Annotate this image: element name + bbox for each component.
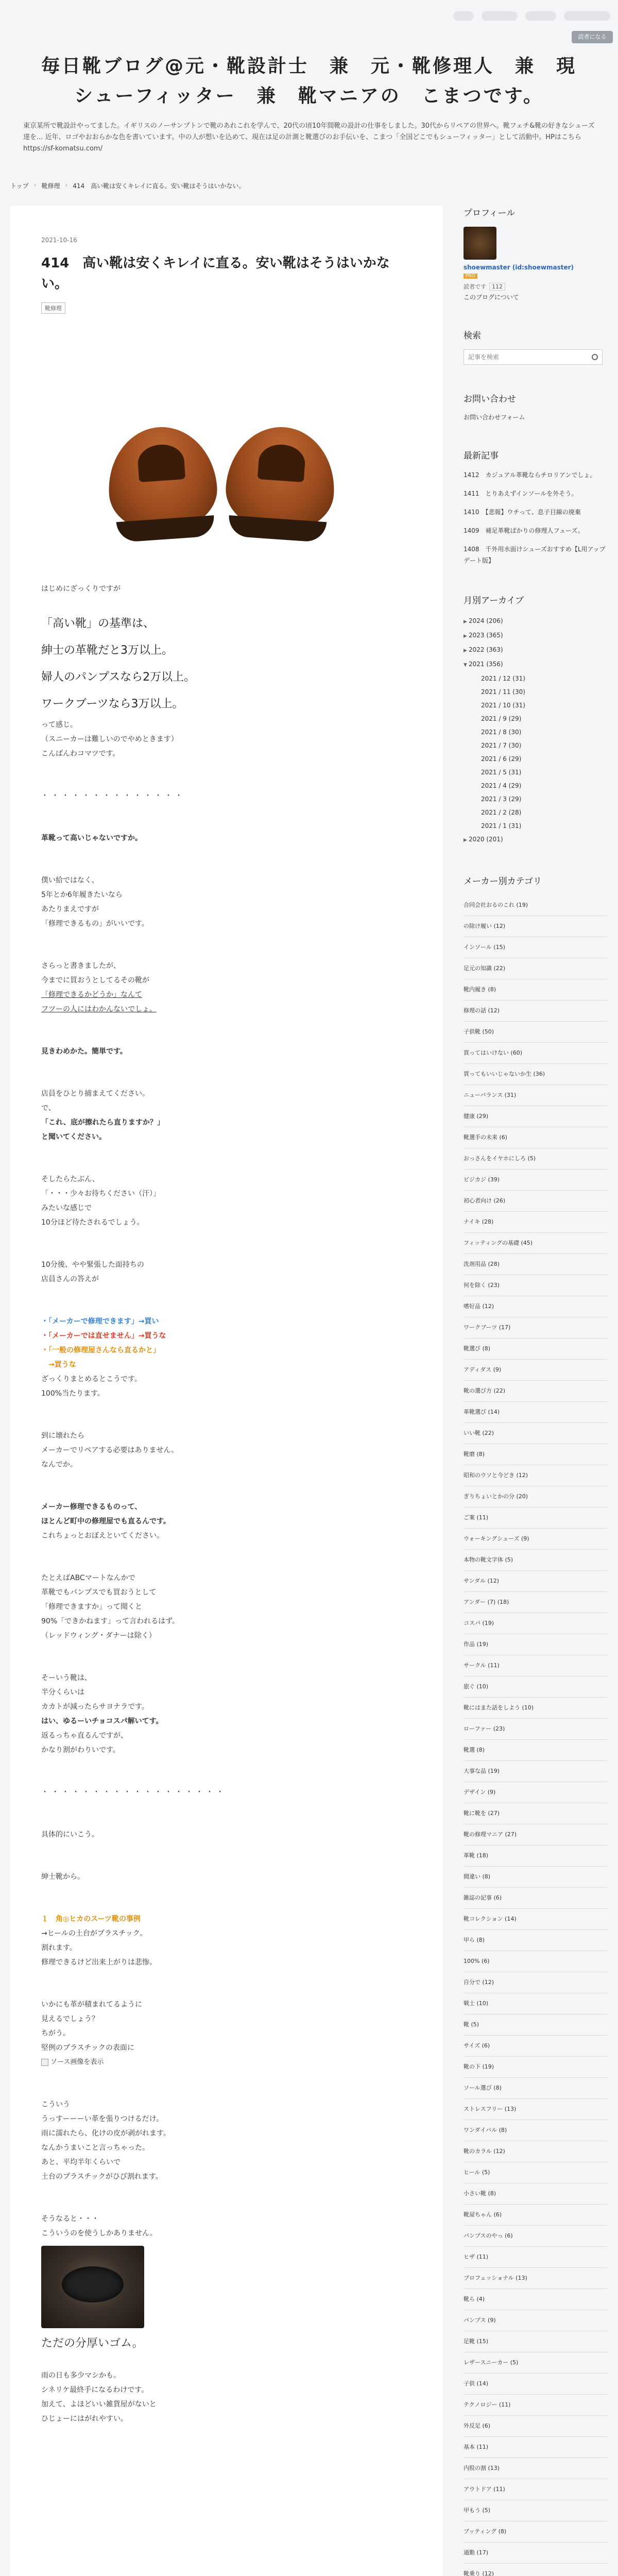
recent-entry-link[interactable]: 1410 【悲報】ウチって、息子目線の廃棄: [464, 509, 581, 516]
archive-label: 2021 / 10 (31): [481, 702, 525, 709]
category-link[interactable]: 雑誌の記事 (6): [464, 1888, 608, 1909]
triangle-right-icon[interactable]: ▶: [464, 634, 467, 639]
category-link[interactable]: 靴の下 (19): [464, 2057, 608, 2078]
category-link[interactable]: ソール選び (8): [464, 2078, 608, 2099]
archive-month-link[interactable]: [464, 792, 608, 806]
category-link[interactable]: 作品 (19): [464, 1634, 608, 1655]
category-link[interactable]: 外反足 (6): [464, 2416, 608, 2437]
category-link[interactable]: 革靴選び (14): [464, 1402, 608, 1423]
paragraph: 雨に濡れたら、化けの皮が剥がれます。: [41, 2129, 170, 2138]
category-link[interactable]: レザースニーカー (5): [464, 2352, 608, 2374]
readers-label[interactable]: 読者です: [464, 283, 486, 290]
category-link[interactable]: ニューバランス (31): [464, 1085, 608, 1106]
global-nav-placeholder[interactable]: [525, 11, 556, 21]
category-link[interactable]: 小さい靴 (8): [464, 2183, 608, 2205]
paragraph: こういう: [41, 2100, 70, 2109]
category-link[interactable]: 100% (6): [464, 1951, 608, 1972]
paragraph: って感じ。: [41, 721, 77, 729]
case-heading: １ 角◎ヒカのスーツ靴の事例: [41, 1915, 141, 1923]
global-nav-placeholder[interactable]: [564, 11, 610, 21]
paragraph: （レッドウィング・ダナーは除く）: [41, 1632, 156, 1640]
underlined-text: 「修理できるかどうか」なんて: [41, 991, 142, 999]
archive-label: 2021 / 7 (30): [481, 742, 522, 749]
category-link[interactable]: ストレスフリー (13): [464, 2099, 608, 2120]
paragraph: 具体的にいこう。: [41, 1831, 99, 1839]
search-module: [464, 328, 608, 365]
category-link[interactable]: アウトドア (11): [464, 2479, 608, 2500]
paragraph: そーいう靴は、: [41, 1674, 92, 1682]
paragraph: 到に壊れたら: [41, 1432, 84, 1440]
category-link[interactable]: おっさんをイヤホにしろ (5): [464, 1148, 608, 1170]
category-link[interactable]: 靴の修理マニア (27): [464, 1824, 608, 1845]
article-category-tag[interactable]: 靴修理: [41, 302, 65, 314]
category-link[interactable]: 靴ら (4): [464, 2289, 608, 2310]
paragraph: 見えるでしょう？: [41, 2015, 99, 2023]
archive-month-link[interactable]: [464, 819, 608, 833]
paragraph: ひじょーにはがれやすい。: [41, 2415, 128, 2423]
answer-dont-buy-repair-shop-2: →買うな: [41, 1361, 76, 1369]
global-nav-placeholder[interactable]: [453, 11, 474, 21]
triangle-down-icon[interactable]: ▼: [464, 663, 467, 668]
blog-description: 東京某所で靴設計やってました。イギリスのノーサンプトンで靴のあれこれを学んで、20代の頃10年間靴の設計の仕事をしました。30代からリペアの世界へ。靴フェチ&靴の好きなシューズ達を... 近年、ロゴやおおらかな色を書いています。中の人が想いを込めて、現在は足の計測と靴選びのお手伝いを、こまつ「全国どこでもシューフィッター」として活動中。HPはこちらhttps://sf-komatsu.com/: [23, 122, 595, 152]
article-hero-shoes-image: [103, 391, 340, 561]
paragraph: そしたらたぶん、: [41, 1175, 99, 1183]
article: [10, 206, 443, 2576]
sidebar: [464, 206, 608, 2576]
archive-label: 2021 / 2 (28): [481, 809, 522, 816]
large-text: ワークブーツなら3万以上。: [41, 698, 184, 710]
contact-heading: お問い合わせ: [464, 394, 516, 404]
archive-year-link[interactable]: [464, 614, 608, 629]
paragraph: あと、平均半年くらいで: [41, 2158, 121, 2166]
category-link[interactable]: 修理の話 (12): [464, 1001, 608, 1022]
category-link[interactable]: 戦士 (10): [464, 1993, 608, 2014]
paragraph: 雨の日も多少マシかも。: [41, 2371, 121, 2380]
paragraph: 10分ほど待たされるでしょう。: [41, 1218, 144, 1227]
category-link[interactable]: ヒール (5): [464, 2162, 608, 2183]
about-blog-link[interactable]: このブログについて: [464, 294, 519, 301]
category-link[interactable]: ワンダイバル (8): [464, 2120, 608, 2141]
shoe-right-illustration: [223, 423, 338, 534]
category-link[interactable]: 靴乗り (12): [464, 2564, 608, 2576]
article-body: [41, 582, 412, 2426]
paragraph: あたりまえですが: [41, 905, 99, 913]
archive-year-link[interactable]: [464, 643, 608, 657]
triangle-right-icon[interactable]: ▶: [464, 619, 467, 624]
paragraph: 「修理できるもの」がいいです。: [41, 920, 149, 928]
category-link[interactable]: 間違い (8): [464, 1867, 608, 1888]
archive-label: 2023 (365): [469, 632, 503, 639]
category-link[interactable]: サンダル (12): [464, 1571, 608, 1592]
breadcrumb-separator: ›: [33, 181, 37, 189]
archive-label: 2022 (363): [469, 646, 503, 653]
large-text: 婦人のパンプスなら2万以上。: [41, 671, 196, 684]
category-link[interactable]: 内股の割 (13): [464, 2458, 608, 2479]
breadcrumb: [10, 181, 608, 190]
category-link[interactable]: テクノロジー (11): [464, 2395, 608, 2416]
category-link[interactable]: ご案 (11): [464, 1507, 608, 1529]
archive-year-link[interactable]: [464, 629, 608, 643]
category-link[interactable]: 靴選手の未来 (6): [464, 1127, 608, 1148]
article-date[interactable]: 2021-10-16: [41, 236, 77, 244]
archive-month-link[interactable]: [464, 752, 608, 766]
underlined-text: フツーの人にはわかんないでしょ。: [41, 1005, 157, 1013]
archive-label: 2021 / 12 (31): [481, 675, 525, 682]
category-heading: メーカー別カテゴリ: [464, 876, 542, 887]
readers-count: 112: [489, 283, 505, 291]
archive-label: 2021 / 4 (29): [481, 782, 522, 789]
category-link[interactable]: 子供 (14): [464, 2374, 608, 2395]
triangle-right-icon[interactable]: ▶: [464, 648, 467, 653]
search-input[interactable]: [468, 353, 592, 361]
paragraph: 「・・・少々お待ちください（汗）」: [41, 1190, 160, 1198]
paragraph: 修理できるけど出来上がりは悲惨。: [41, 1958, 157, 1967]
paragraph: 店員をひとり捕まえてください。: [41, 1090, 149, 1098]
category-link[interactable]: アディダス (9): [464, 1360, 608, 1381]
archive-label: 2021 / 1 (31): [481, 822, 522, 829]
category-list: [464, 895, 608, 2576]
rubber-sole-image: [41, 2246, 144, 2328]
archive-module: [464, 593, 608, 847]
global-nav-placeholder[interactable]: [482, 11, 518, 21]
recent-entry-link[interactable]: 1412 カジュアル革靴ならチロリアンでしょ。: [464, 471, 596, 479]
category-link[interactable]: アンダー (7) (18): [464, 1592, 608, 1613]
archive-month-link[interactable]: [464, 766, 608, 779]
archive-label: 2021 / 6 (29): [481, 755, 522, 762]
breadcrumb-category-link[interactable]: 靴修理: [41, 182, 60, 190]
category-link[interactable]: 昭和のウソと今どき (12): [464, 1465, 608, 1486]
paragraph: いかにも革が積まれてるように: [41, 2001, 142, 2009]
category-link[interactable]: 自分で (12): [464, 1972, 608, 1993]
category-link[interactable]: ヒザ (11): [464, 2247, 608, 2268]
category-link[interactable]: 合同会社おるのこれ (19): [464, 895, 608, 916]
category-link[interactable]: 靴の選び方 (22): [464, 1381, 608, 1402]
category-link[interactable]: の除け履い (12): [464, 916, 608, 937]
category-link[interactable]: 大事な品 (19): [464, 1761, 608, 1782]
category-link[interactable]: デザイン (9): [464, 1782, 608, 1803]
category-link[interactable]: 何を除く (23): [464, 1275, 608, 1296]
category-link[interactable]: 甲ら (8): [464, 1930, 608, 1951]
breadcrumb-separator: ›: [65, 181, 68, 189]
category-link[interactable]: 靴にはまた話をしよう (10): [464, 1698, 608, 1719]
archive-month-link[interactable]: [464, 779, 608, 792]
paragraph: 「修理できますか」って聞くと: [41, 1603, 142, 1611]
archive-month-link[interactable]: [464, 806, 608, 819]
answer-dont-buy-repair-shop: ・「一般の修理屋さんなら直るかと」: [41, 1346, 160, 1354]
archive-month-link[interactable]: [464, 672, 608, 685]
category-link[interactable]: インソール (15): [464, 937, 608, 958]
archive-label: 2024 (206): [469, 617, 503, 624]
archive-month-link[interactable]: [464, 685, 608, 699]
large-text: 紳士の革靴だと3万以上。: [41, 644, 173, 657]
archive-heading: 月別アーカイブ: [464, 596, 524, 606]
category-link[interactable]: 甲もう (5): [464, 2500, 608, 2521]
username-link[interactable]: shoewmaster (id:shoewmaster): [464, 264, 574, 271]
archive-label: 2020 (201): [469, 836, 503, 843]
blog-title[interactable]: 毎日靴ブログ@元・靴設計士 兼 元・靴修理人 兼 現シューフィッター 兼 靴マニアの こまつです。: [41, 56, 577, 107]
archive-label: 2021 / 11 (30): [481, 688, 525, 696]
dot-divider: ・・・・・・・・・・・・・・: [41, 792, 185, 800]
category-link[interactable]: 通勤 (17): [464, 2543, 608, 2564]
paragraph: 僕い給ではなく、: [41, 876, 99, 885]
answer-dont-buy: ・「メーカーでは直せません」→買うな: [41, 1332, 166, 1340]
large-text: 「高い靴」の基準は、: [41, 617, 155, 630]
paragraph: なんかうまいこと言っちゃった。: [41, 2144, 149, 2152]
category-link[interactable]: 革靴 (18): [464, 1845, 608, 1867]
category-link[interactable]: 本物の靴文字体 (5): [464, 1550, 608, 1571]
paragraph: 100%当たります。: [41, 1389, 105, 1398]
category-link[interactable]: 健康 (29): [464, 1106, 608, 1127]
category-module: [464, 874, 608, 2576]
paragraph: うっすーーーい革を張りつけるだけ。: [41, 2115, 164, 2123]
category-link[interactable]: 買ってはいけない (60): [464, 1043, 608, 1064]
broken-image-icon: [41, 2059, 48, 2066]
breadcrumb-current: 414 高い靴は安くキレイに直る。安い靴はそうはいかない。: [73, 182, 245, 190]
paragraph: ざっくりまとめるとこうです。: [41, 1375, 142, 1383]
category-link[interactable]: サークル (11): [464, 1655, 608, 1676]
paragraph: たとえばABCマートなんかで: [41, 1574, 135, 1582]
paragraph: 10分後、やや緊張した面持ちの: [41, 1261, 144, 1269]
paragraph: みたいな感じで: [41, 1204, 92, 1212]
paragraph: 返るっちゃ直るんですが、: [41, 1732, 128, 1740]
shoe-left-illustration: [105, 423, 219, 534]
triangle-right-icon[interactable]: ▶: [464, 838, 467, 843]
category-link[interactable]: パンプス (9): [464, 2310, 608, 2331]
breadcrumb-top-link[interactable]: トップ: [10, 182, 29, 190]
broken-image: [41, 2055, 412, 2070]
bold-text: と聞いてください。: [41, 1133, 106, 1141]
paragraph: 土台のプラスチックがひび割れます。: [41, 2173, 163, 2181]
bold-text: メーカー修理できるものって、: [41, 1503, 142, 1511]
paragraph: さらっと書きましたが、: [41, 962, 121, 970]
category-link[interactable]: ぎりちょいとかの分 (20): [464, 1486, 608, 1507]
archive-year-link[interactable]: [464, 657, 608, 672]
subscribe-button[interactable]: 読者になる: [572, 31, 613, 43]
search-box[interactable]: [464, 349, 603, 365]
bold-text: 見きわめかた。簡単です。: [41, 1047, 127, 1056]
category-link[interactable]: 靴 (5): [464, 2014, 608, 2036]
bold-text: 「これ、底が擦れたら直りますか？」: [41, 1118, 164, 1127]
category-link[interactable]: ナイキ (28): [464, 1212, 608, 1233]
profile-module: [464, 206, 608, 301]
archive-label: 2021 / 3 (29): [481, 795, 522, 803]
paragraph: 紳士靴から。: [41, 1873, 84, 1881]
contact-module: [464, 392, 608, 421]
archive-month-link[interactable]: [464, 739, 608, 752]
category-link[interactable]: ブッティング (8): [464, 2521, 608, 2543]
category-link[interactable]: ワークブーツ (17): [464, 1317, 608, 1338]
category-link[interactable]: フィッティングの基礎 (45): [464, 1233, 608, 1254]
archive-label: 2021 / 8 (30): [481, 728, 522, 736]
paragraph: メーカーでリペアする必要はありません。: [41, 1446, 179, 1454]
recent-entry-link[interactable]: 1411 とりあえずインソールを外そう。: [464, 490, 578, 497]
paragraph: 店員さんの答えが: [41, 1275, 99, 1283]
search-heading: 検索: [464, 331, 481, 341]
article-title[interactable]: 414 高い靴は安くキレイに直る。安い靴はそうはいかない。: [41, 256, 390, 292]
category-link[interactable]: 靴のカラル (12): [464, 2141, 608, 2162]
bold-text: はい、ゆるーいチョコスパ解いてす。: [41, 1717, 163, 1725]
category-link[interactable]: ビジカジ (39): [464, 1170, 608, 1191]
archive-month-link[interactable]: [464, 699, 608, 712]
category-link[interactable]: いい靴 (22): [464, 1423, 608, 1444]
paragraph: 90%「できかねます」って言われるはず。: [41, 1617, 179, 1625]
category-link[interactable]: 靴コレクション (14): [464, 1909, 608, 1930]
category-link[interactable]: 足元の知識 (22): [464, 958, 608, 979]
category-link[interactable]: 靴内履き (8): [464, 979, 608, 1001]
paragraph: （スニーカーは難しいのでやめときます）: [41, 735, 178, 743]
archive-list: [464, 614, 608, 847]
paragraph: 加えて、よほどいい雑貨屋がないと: [41, 2400, 157, 2409]
category-link[interactable]: 基本 (11): [464, 2437, 608, 2458]
paragraph: 5年とか6年履きたいなら: [41, 891, 123, 899]
archive-label: 2021 (356): [469, 660, 503, 668]
recent-entries-module: [464, 448, 608, 566]
avatar[interactable]: [464, 227, 496, 260]
category-link[interactable]: パンプスのやっ (6): [464, 2226, 608, 2247]
archive-year-link[interactable]: [464, 833, 608, 847]
paragraph: 半分くらいは: [41, 1688, 84, 1697]
archive-label: 2021 / 5 (31): [481, 769, 522, 776]
category-link[interactable]: 靴選び (8): [464, 1338, 608, 1360]
paragraph: これちょっとおぼえといてください。: [41, 1532, 164, 1540]
category-link[interactable]: 子供靴 (50): [464, 1022, 608, 1043]
recent-list: [464, 469, 608, 566]
archive-month-link[interactable]: [464, 712, 608, 725]
paragraph: 堅例のプラスチックの表面に: [41, 2044, 134, 2052]
paragraph: こんばんわコマツです。: [41, 750, 120, 758]
category-link[interactable]: 靴選 (8): [464, 1740, 608, 1761]
paragraph: なんでか。: [41, 1461, 77, 1469]
paragraph: で、: [41, 1104, 56, 1112]
pro-badge: PRO: [464, 274, 477, 279]
category-link[interactable]: 買ってもいいじゃないか生 (36): [464, 1064, 608, 1085]
category-link[interactable]: プロフェッショナル (13): [464, 2268, 608, 2289]
archive-month-link[interactable]: [464, 725, 608, 739]
answer-buy: ・「メーカーで修理できます」→買い: [41, 1317, 159, 1326]
paragraph: →ヒールの土台がプラスチック。: [41, 1929, 147, 1938]
dot-divider: ・・・・・・・・・・・・・・・・・・: [41, 1788, 227, 1797]
category-link[interactable]: 旅ぐ (10): [464, 1676, 608, 1698]
readers-row: [464, 282, 608, 291]
category-link[interactable]: 嗜好品 (12): [464, 1296, 608, 1317]
paragraph: はじめにざっくりですが: [41, 585, 121, 593]
contact-form-link[interactable]: お問い合わせフォーム: [464, 414, 525, 421]
category-link[interactable]: 初心者向け (26): [464, 1191, 608, 1212]
recent-entry-link[interactable]: 1409 補足革靴ばかりの修理人フューズ。: [464, 527, 584, 534]
category-link[interactable]: 足靴 (15): [464, 2331, 608, 2352]
paragraph: そうなると・・・: [41, 2215, 99, 2223]
paragraph: 割れます。: [41, 1944, 77, 1952]
category-link[interactable]: ローファー (23): [464, 1719, 608, 1740]
recent-heading: 最新記事: [464, 451, 499, 461]
paragraph: ちがう。: [41, 2029, 70, 2038]
category-link[interactable]: コスパ (19): [464, 1613, 608, 1634]
paragraph: シネリケ最終手になるわけです。: [41, 2386, 149, 2394]
paragraph: 革靴でもパンプスでも買おうとして: [41, 1588, 157, 1597]
paragraph: かなり割がわりいです。: [41, 1746, 120, 1754]
archive-label: 2021 / 9 (29): [481, 715, 522, 722]
category-link[interactable]: サイズ (6): [464, 2036, 608, 2057]
paragraph: カカトが減ったらサヨナラです。: [41, 1703, 149, 1711]
global-header-bar: [0, 0, 618, 40]
category-link[interactable]: 靴磨 (8): [464, 1444, 608, 1465]
bold-text: ほとんど町中の修理屋でも直るんです。: [41, 1517, 170, 1526]
image-alt-text: ソース画像を表示: [50, 2058, 104, 2066]
paragraph: こういうのを使うしかありません。: [41, 2229, 157, 2238]
paragraph: 今までに買おうとしてるその靴が: [41, 976, 149, 985]
category-link[interactable]: 靴に靴を (27): [464, 1803, 608, 1824]
search-icon[interactable]: [592, 354, 598, 360]
large-text: ただの分厚いゴム。: [41, 2337, 144, 2350]
bold-text: 革靴って高いじゃないですか。: [41, 834, 142, 842]
category-link[interactable]: ウォーキングシューズ (9): [464, 1529, 608, 1550]
category-link[interactable]: 靴屋ちゃん (6): [464, 2205, 608, 2226]
category-link[interactable]: 洗剤用品 (28): [464, 1254, 608, 1275]
profile-heading: プロフィール: [464, 208, 516, 218]
recent-entry-link[interactable]: 1408 千外用水面けシューズおすすめ【L用アップデート版】: [464, 546, 606, 564]
